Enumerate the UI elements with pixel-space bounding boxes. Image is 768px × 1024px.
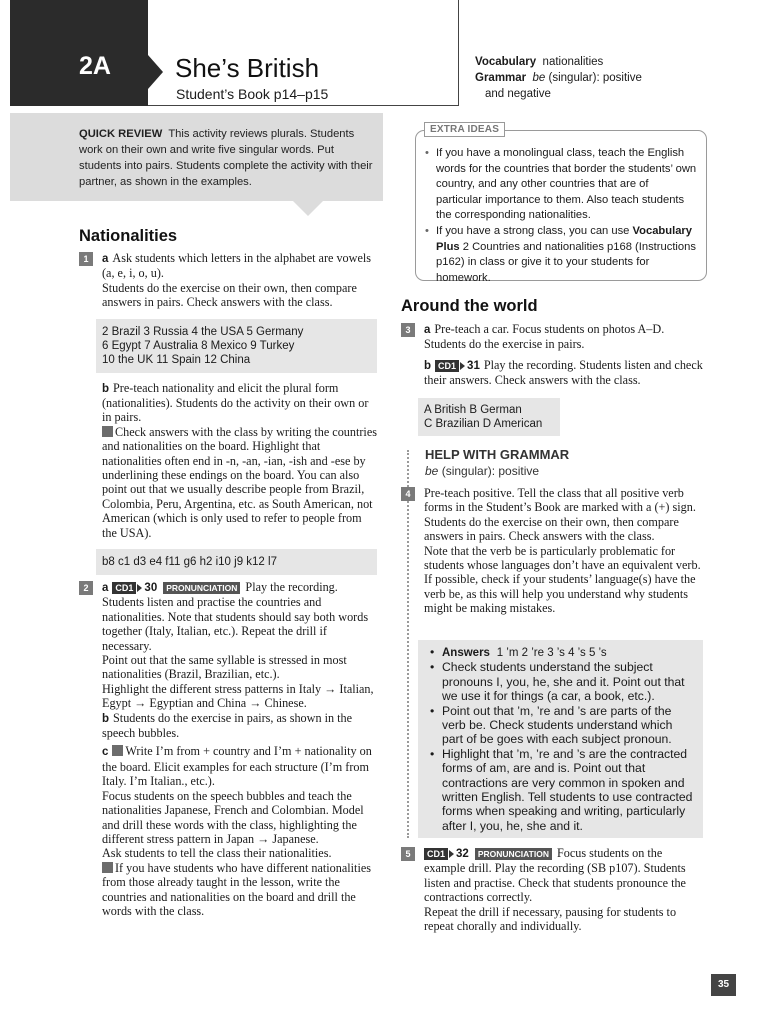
cd-label: CD1 bbox=[424, 848, 448, 860]
answer-box bbox=[96, 319, 377, 373]
page-subtitle: Student’s Book p14–p15 bbox=[176, 86, 329, 102]
exercise-1 bbox=[79, 251, 377, 575]
pronunciation-tag: PRONUNCIATION bbox=[163, 582, 240, 594]
extra-idea-text: 2 Countries and nationalities p168 (Instructions p162) in class or give it to your students for homework. bbox=[436, 240, 696, 284]
extra-idea-bold: Vocabulary Plus bbox=[436, 224, 692, 253]
unit-badge-arrow bbox=[148, 55, 163, 89]
exercise-text: Point out that the same syllable is stressed in most nationalities (Brazil, Brazilian, etc.). bbox=[102, 653, 347, 682]
cd-label: CD1 bbox=[435, 360, 459, 372]
exercise-text: Students do the exercise on their own, then compare answers in pairs. Check answers with the class. bbox=[424, 514, 679, 544]
exercise-text: Students do the exercise in pairs, as shown in the speech bubbles. bbox=[102, 710, 352, 741]
grammar-note: • Highlight that ’m, ’re and ’s are the contracted forms of am, are and is. Point out that contractions are very common in spoken and written English. Tell students to use contracted forms when speaking and writing, particularly after I, you, he, she and it. bbox=[430, 747, 695, 833]
exercise-text: Focus students on the speech bubbles and teach the nationalities Japanese, French and Colombian. Model and drill these words with the class, highlighting the different stress pattern in Japan → Japanese. bbox=[102, 788, 364, 846]
unit-code: 2A bbox=[79, 52, 111, 80]
exercise-text: Ask students to tell the class their nationalities. bbox=[102, 846, 332, 861]
exercise-5 bbox=[401, 846, 703, 933]
answer-line: C Brazilian D American bbox=[424, 417, 543, 430]
track-number: 30 bbox=[144, 582, 158, 594]
vocab-value: nationalities bbox=[542, 56, 604, 68]
grammar-value-line2: and negative bbox=[485, 88, 551, 100]
exercise-letter: c bbox=[102, 746, 109, 759]
quick-review bbox=[79, 126, 377, 190]
exercise-letter: a bbox=[424, 324, 431, 336]
exercise-text: Repeat the drill if necessary, pausing for students to repeat chorally and individually. bbox=[424, 904, 677, 934]
exercise-text: Pre-teach nationality and elicit the plural form (nationalities). Students do the activity on their own or in pairs. bbox=[102, 380, 369, 425]
grammar-box-subtitle bbox=[425, 464, 569, 478]
extra-idea-text: If you have a strong class, you can use bbox=[436, 224, 633, 237]
grammar-label: Grammar bbox=[475, 72, 527, 84]
exercise-text: Play the recording. Students listen and practise the countries and nationalities. Note that students should say both words together (Italy, Italian, etc.). Repeat the drill if necessary. bbox=[102, 580, 369, 653]
section-heading-nationalities: Nationalities bbox=[79, 227, 178, 245]
exercise-text: Highlight the different stress patterns in Italy → Italian, Egypt → Egyptian and China → Chinese. bbox=[102, 681, 374, 711]
play-arrow-icon bbox=[460, 362, 465, 370]
quick-review-notch bbox=[293, 201, 323, 216]
extra-ideas-tag: EXTRA IDEAS bbox=[424, 122, 505, 137]
answer-line: b8 c1 d3 e4 f11 g6 h2 i10 j9 k12 l7 bbox=[102, 556, 277, 569]
track-number: 32 bbox=[456, 848, 469, 860]
grammar-answers-box bbox=[418, 640, 703, 838]
exercise-number: 2 bbox=[79, 581, 93, 595]
exercise-text: Pre-teach a car. Focus students on photos A–D. Students do the exercise in pairs. bbox=[424, 322, 665, 352]
pronunciation-tag: PRONUNCIATION bbox=[475, 848, 552, 860]
exercise-letter: b bbox=[424, 359, 432, 372]
exercise-text: Write I’m from + country and I’m + nationality on the board. Elicit examples for each structure (I’m from Italy. I’m Italian., etc.). bbox=[102, 744, 372, 789]
lesson-aims bbox=[475, 54, 642, 102]
help-with-grammar bbox=[425, 447, 569, 478]
exercise-number: 3 bbox=[401, 323, 415, 337]
answers-values: 1 ’m 2 ’re 3 ’s 4 ’s 5 ’s bbox=[496, 647, 607, 659]
answer-line: 2 Brazil 3 Russia 4 the USA 5 Germany bbox=[102, 325, 304, 338]
exercise-4 bbox=[401, 486, 703, 616]
pencil-icon bbox=[112, 745, 123, 756]
vocab-label: Vocabulary bbox=[475, 56, 537, 68]
header-divider bbox=[148, 105, 458, 106]
grammar-box-title: HELP WITH GRAMMAR bbox=[425, 447, 570, 462]
exercise-3 bbox=[401, 322, 703, 436]
exercise-number: 4 bbox=[401, 487, 415, 501]
grammar-note: • Point out that ’m, ’re and ’s are parts of the verb be. Check students understand which part of be goes with each subject pronoun. bbox=[430, 704, 695, 747]
exercise-2 bbox=[79, 580, 377, 918]
extra-ideas-list bbox=[425, 146, 697, 286]
exercise-letter: b bbox=[102, 712, 110, 725]
play-arrow-icon bbox=[449, 850, 454, 858]
section-heading-around-the-world: Around the world bbox=[401, 297, 538, 315]
exercise-letter: a bbox=[102, 582, 109, 594]
exercise-text: Check answers with the class by writing the countries and nationalities on the board. Highlight that nationalities often end in -n, -an, -ian, -ish and -ese by underlining these endings on the board. You can also point out that we usually describe people from Brazil, Colombia, Peru, Argentina, etc. as South American, not American (which is only used to refer to people from the USA). bbox=[102, 424, 377, 540]
exercise-number: 5 bbox=[401, 847, 415, 861]
exercise-letter: a bbox=[102, 253, 109, 265]
exercise-number: 1 bbox=[79, 252, 93, 266]
page-title: She’s British bbox=[175, 53, 320, 83]
grammar-note: • Check students understand the subject pronouns I, you, he, she and it. Point out that we use it for things (a car, a book, etc.). bbox=[430, 660, 695, 703]
answers-item bbox=[430, 645, 695, 660]
quick-review-label: QUICK REVIEW bbox=[79, 128, 163, 140]
pencil-icon bbox=[102, 426, 113, 437]
answer-line: 10 the UK 11 Spain 12 China bbox=[102, 353, 251, 366]
answer-line: A British B German bbox=[424, 403, 522, 416]
play-arrow-icon bbox=[137, 584, 142, 592]
answers-label: Answers bbox=[442, 647, 490, 659]
exercise-text: Focus students on the example drill. Play the recording (SB p107). Students listen and practise. Check that students pronounce the contractions correctly. bbox=[424, 846, 686, 905]
extra-idea-item: • If you have a monolingual class, teach the English words for the countries that border the students’ own country, and any other countries that are of particular importance to them. Also teach students the corresponding nationalities. bbox=[425, 146, 697, 224]
track-number: 31 bbox=[467, 359, 480, 372]
exercise-text: Ask students which letters in the alphabet are vowels (a, e, i, o, u). bbox=[102, 251, 371, 281]
grammar-subtitle-rest: (singular): positive bbox=[438, 464, 540, 478]
quick-review-text: This activity reviews plurals. Students work on their own and write five singular words. Put students into pairs. Students complete the activity with their partner, as shown in the examples. bbox=[79, 128, 373, 188]
exercise-text: Note that the verb be is particularly problematic for students whose languages don’t have an equivalent verb. If possible, check if your students’ language(s) have the verb be, as this will help you understand why students might be making mistakes. bbox=[424, 543, 701, 616]
grammar-value: (singular): positive bbox=[545, 72, 642, 84]
answer-box bbox=[96, 549, 377, 575]
extra-idea-item bbox=[425, 224, 697, 286]
exercise-letter: b bbox=[102, 382, 110, 395]
grammar-subtitle-italic: be bbox=[425, 464, 439, 478]
exercise-text: Students do the exercise on their own, then compare answers in pairs. Check answers with the class. bbox=[102, 280, 357, 310]
pencil-icon bbox=[102, 862, 113, 873]
cd-label: CD1 bbox=[112, 582, 136, 594]
grammar-answer-list bbox=[430, 645, 695, 833]
page-number: 35 bbox=[711, 974, 736, 996]
exercise-text: Pre-teach positive. Tell the class that all positive verb forms in the Student’s Book are marked with a (+) sign. bbox=[424, 486, 696, 515]
exercise-text: If you have students who have different nationalities from those already taught in the lesson, write the countries and nationalities on the board and drill the words with the class. bbox=[102, 860, 371, 918]
header-vertical-divider bbox=[458, 0, 459, 106]
answer-box bbox=[418, 398, 560, 436]
exercise-text: Play the recording. Students listen and check their answers. Check answers with the class. bbox=[424, 357, 703, 388]
answer-line: 6 Egypt 7 Australia 8 Mexico 9 Turkey bbox=[102, 339, 295, 352]
grammar-value-italic: be bbox=[532, 72, 546, 84]
